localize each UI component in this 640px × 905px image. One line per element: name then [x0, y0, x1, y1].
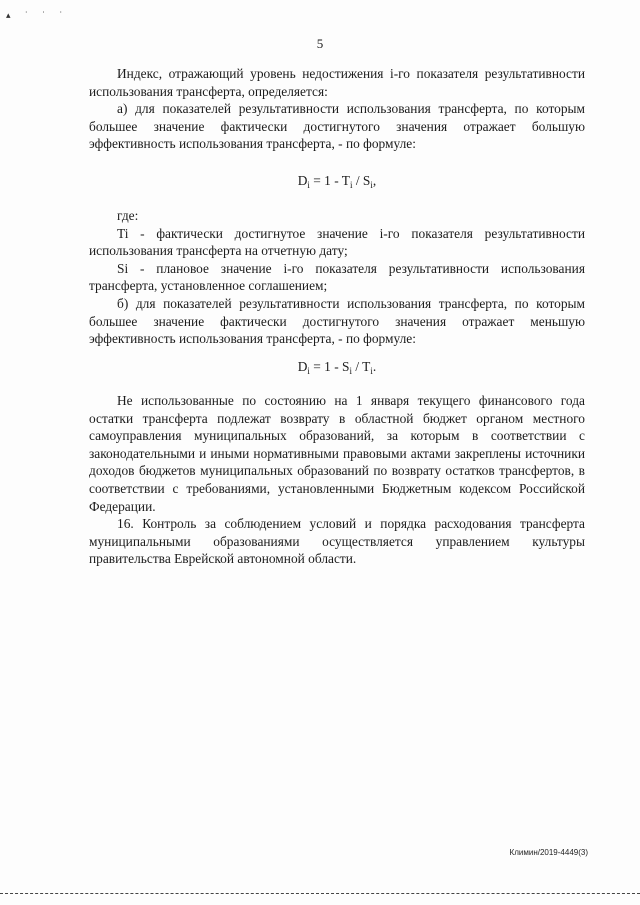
formula-2: $D_i = 1 - S_i / T_i$.	[297, 359, 377, 376]
formula-1-block	[89, 172, 585, 195]
paragraph-si-definition: Si - плановое значение i-го показателя результативности использования трансферта, установленное соглашением;	[89, 260, 585, 294]
scan-marks: ▴ ˙ ˙ ˙	[6, 10, 69, 20]
scan-edge-line	[0, 893, 640, 895]
paragraph-case-a: а) для показателей результативности использования трансферта, по которым большее значение фактически достигнутого значения отражает большую эффективность использования трансферта, - по формуле:	[89, 101, 585, 152]
paragraph-control-16: 16. Контроль за соблюдением условий и порядка расходования трансферта муниципальными образованиями осуществляется управлением культуры правительства Еврейской автономной области.	[89, 516, 585, 567]
document-body	[89, 65, 585, 153]
formula-1: $D_i = 1 - T_i / S_i$,	[297, 173, 377, 190]
document-body-2	[89, 207, 585, 348]
formula-2-block	[89, 358, 585, 381]
page-number: 5	[316, 36, 324, 51]
paragraph-index-definition: Индекс, отражающий уровень недостижения i-го показателя результативности использования трансферта, определяется:	[89, 66, 585, 99]
document-code: Климин/2019-4449(3)	[509, 848, 588, 857]
paragraph-unused-funds: Не использованные по состоянию на 1 января текущего финансового года остатки трансферта подлежат возврату в областной бюджет органом местного самоуправления муниципальных образований, за которым в соответствии с законодательными и иными нормативными правовыми актами закреплены источники доходов бюджетов муниципальных образований по возврату остатков трансфертов, в соответствии с требованиями, установленными Бюджетным кодексом Российской Федерации.	[89, 393, 585, 514]
paragraph-where: где:	[117, 208, 139, 223]
paragraph-ti-definition: Ti - фактически достигнутое значение i-го показателя результативности использования трансферта на отчетную дату;	[89, 225, 585, 259]
paragraph-case-b: б) для показателей результативности использования трансферта, по которым большее значение фактически достигнутого значения отражает меньшую эффективность использования трансферта, - по формуле:	[89, 295, 585, 347]
document-body-3	[89, 392, 585, 568]
